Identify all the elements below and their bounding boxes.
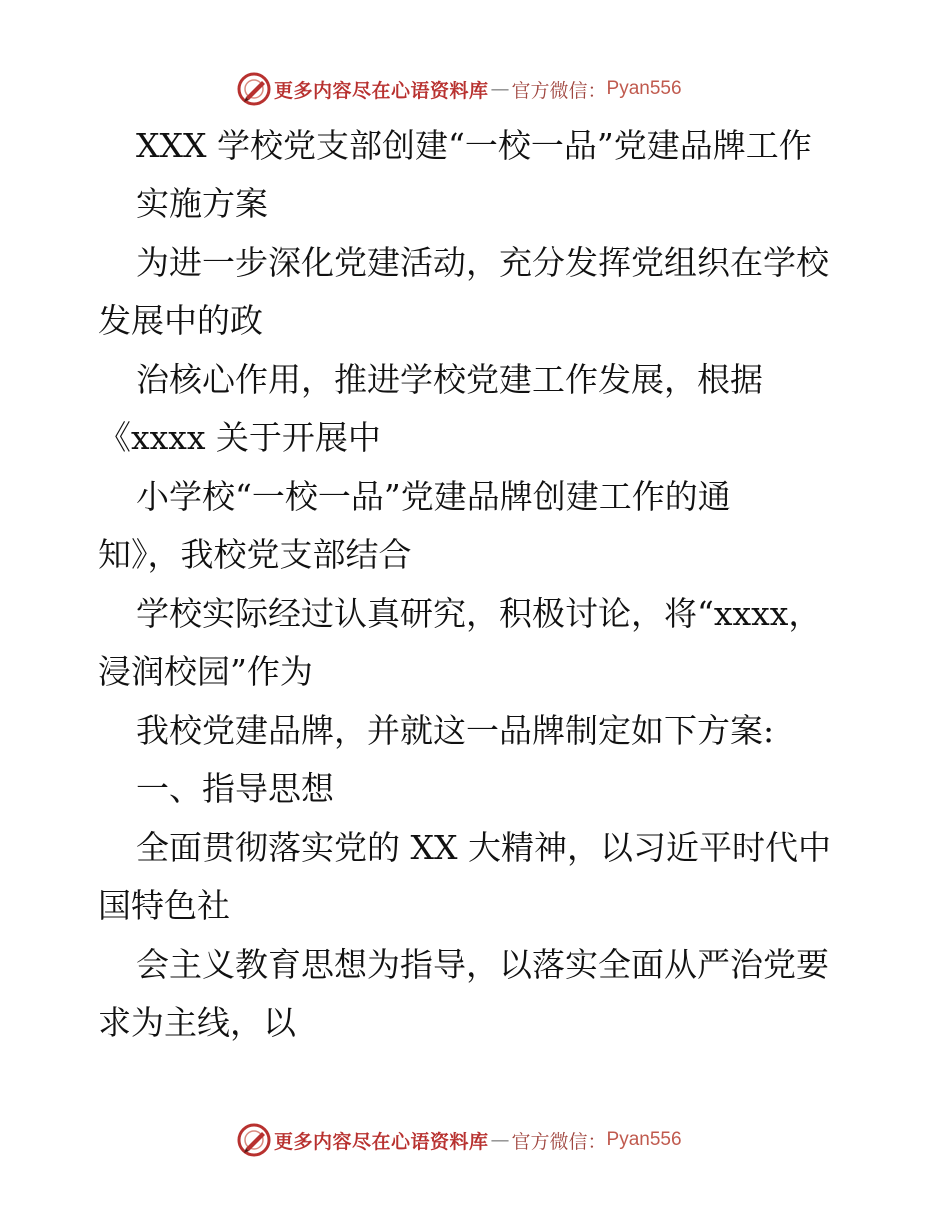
banner-wechat-label: 官方微信：: [511, 1130, 607, 1153]
banner-promo-text: 更多内容尽在心语资料库: [274, 79, 489, 102]
doc-text-line: 知》，我校党支部结合: [98, 535, 412, 574]
doc-text-line: 发展中的政: [98, 301, 263, 340]
banner-separator: —: [490, 1129, 510, 1151]
doc-title-line-1: XXX 学校党支部创建“一校一品”党建品牌工作: [136, 126, 812, 165]
doc-text-line: 治核心作用，推进学校党建工作发展，根据: [136, 360, 763, 399]
header-banner: [236, 71, 716, 107]
doc-title-line-2: 实施方案: [136, 184, 268, 223]
doc-text-line: 会主义教育思想为指导，以落实全面从严治党要: [136, 945, 829, 984]
doc-text-line: 浸润校园”作为: [98, 652, 313, 691]
banner-wechat-id: Pyan556: [606, 78, 682, 99]
banner-promo-text: 更多内容尽在心语资料库: [274, 1130, 489, 1153]
banner-separator: —: [490, 78, 510, 100]
footer-banner: [236, 1122, 716, 1158]
banner-wechat-id: Pyan556: [606, 1129, 682, 1150]
pen-logo-icon: [236, 1122, 272, 1158]
doc-text-line: 学校实际经过认真研究，积极讨论，将“xxxx，: [136, 594, 822, 633]
doc-text-line: 国特色社: [98, 886, 230, 925]
section-heading: 一、指导思想: [136, 769, 334, 808]
doc-text-line: 求为主线，以: [98, 1003, 296, 1042]
pen-logo-icon: [236, 71, 272, 107]
doc-text-line: 全面贯彻落实党的 XX 大精神，以习近平时代中: [136, 828, 831, 867]
doc-text-line: 为进一步深化党建活动，充分发挥党组织在学校: [136, 243, 829, 282]
doc-text-line: 《xxxx 关于开展中: [98, 418, 381, 457]
doc-text-line: 小学校“一校一品”党建品牌创建工作的通: [136, 477, 731, 516]
doc-text-line: 我校党建品牌，并就这一品牌制定如下方案:: [136, 711, 775, 750]
banner-wechat-label: 官方微信：: [511, 79, 607, 102]
